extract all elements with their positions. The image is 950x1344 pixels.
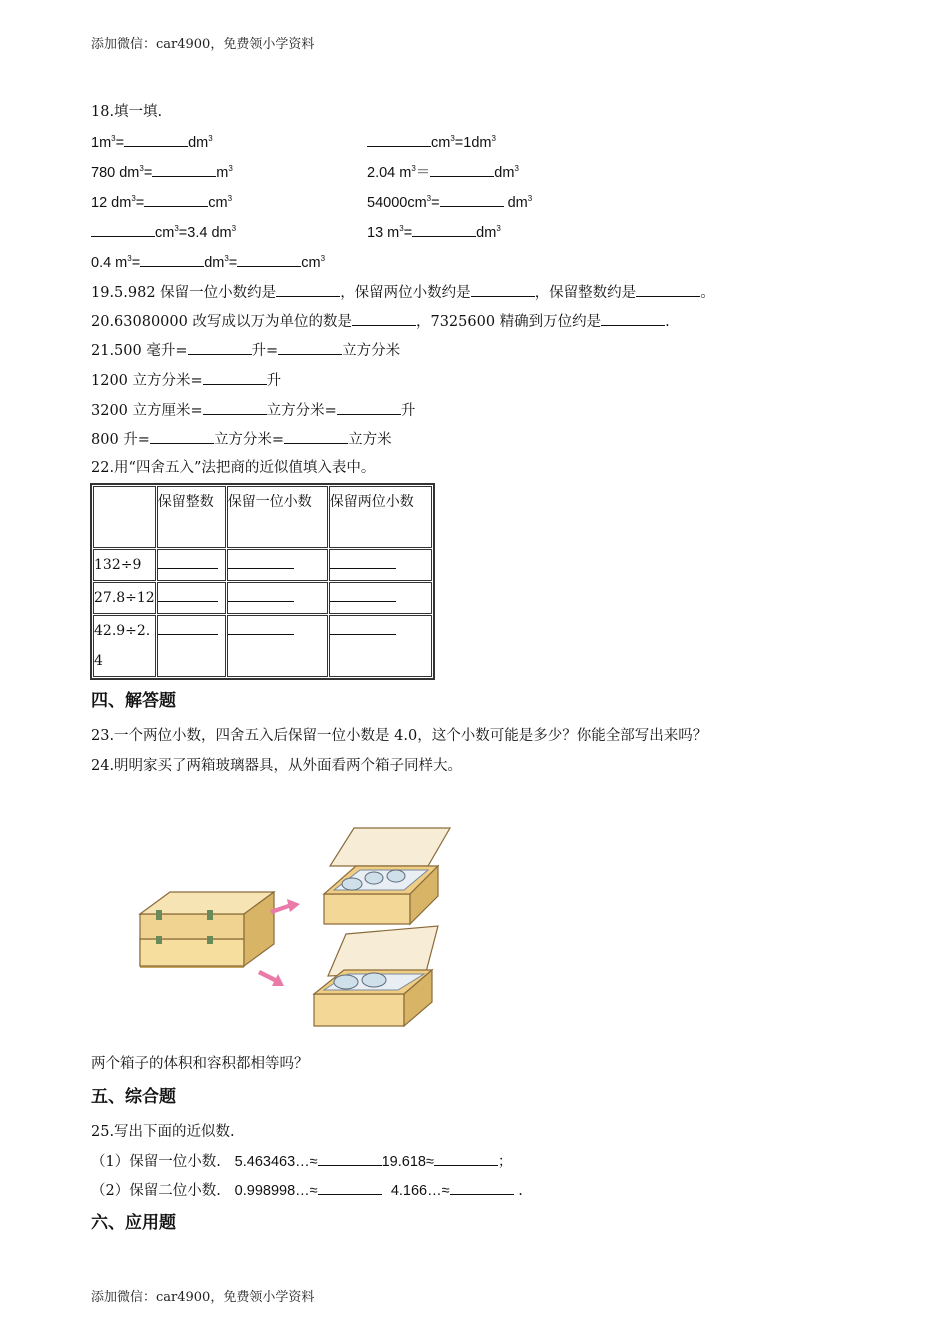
- boxes-illustration: [134, 826, 454, 1031]
- header-cell: [93, 486, 156, 548]
- closed-box-icon: [140, 892, 274, 968]
- q21-line2: 1200 立方分米= 升: [91, 370, 281, 391]
- q18-row2: 780 $dm^3= m^3$ 2.04 $m^3= dm^3$: [91, 162, 233, 183]
- table-row: [93, 549, 432, 581]
- table-header-row: [93, 486, 432, 548]
- blank: [144, 192, 208, 207]
- answer-cell[interactable]: [329, 582, 432, 614]
- q18-row3: 12 $dm^3= cm^3$ $54000cm^3= dm^3$: [91, 192, 232, 213]
- header-cell: 保留一位小数: [227, 486, 328, 548]
- blank: [601, 311, 665, 326]
- q21-line3: 3200 立方厘米= 立方分米= 升: [91, 400, 415, 421]
- blank: [318, 1151, 382, 1166]
- table-row: [93, 615, 432, 677]
- answer-cell[interactable]: [227, 615, 328, 677]
- blank: [318, 1180, 382, 1195]
- blank: [152, 162, 216, 177]
- q19: 19.5.982 保留一位小数约是 ，保留两位小数约是 ，保留整数约是 。: [91, 282, 715, 303]
- blank: [367, 132, 431, 147]
- answer-cell[interactable]: [227, 549, 328, 581]
- section-4-heading: 四、解答题: [91, 691, 176, 711]
- blank: [150, 429, 214, 444]
- footer-note: 添加微信：car4900，免费领小学资料: [91, 1290, 315, 1305]
- q24: 24.明明家买了两箱玻璃器具，从外面看两个箱子同样大。: [91, 758, 463, 774]
- q25-row1: （1）保留一位小数. 5.463463…≈ 19.618≈ ；: [91, 1151, 512, 1172]
- answer-cell[interactable]: [329, 549, 432, 581]
- q18-title: 18.填一填.: [91, 104, 163, 120]
- q20: 20.63080000 改写成以万为单位的数是 ，7325600 精确到万位约是 .: [91, 311, 670, 332]
- blank: [471, 282, 535, 297]
- row-label: 42.9÷2.4: [93, 615, 156, 677]
- q23: 23.一个两位小数，四舍五入后保留一位小数是 4.0，这个小数可能是多少？你能全部写出来吗？: [91, 728, 708, 744]
- blank: [450, 1180, 514, 1195]
- blank: [430, 162, 494, 177]
- answer-cell[interactable]: [329, 615, 432, 677]
- q18-row4: $cm^3=3.4$ $dm^3$ 13 $m^3= dm^3$: [91, 222, 236, 243]
- q22-title: 22.用“四舍五入”法把商的近似值填入表中。: [91, 460, 376, 476]
- q18-row5: 0.4 $m^3= dm^3= cm^3$: [91, 252, 325, 273]
- open-box-icon: [324, 828, 450, 924]
- q24-question: 两个箱子的体积和容积都相等吗？: [91, 1056, 309, 1072]
- blank: [91, 222, 155, 237]
- answer-cell[interactable]: [157, 615, 226, 677]
- blank: [203, 400, 267, 415]
- rounding-table: [90, 483, 435, 680]
- answer-cell[interactable]: [227, 582, 328, 614]
- table-row: [93, 582, 432, 614]
- answer-cell[interactable]: [157, 549, 226, 581]
- blank: [434, 1151, 498, 1166]
- q18-row1: $1m^3= dm^3$ $cm^3=1dm^3$: [91, 132, 213, 153]
- blank: [188, 340, 252, 355]
- blank: [352, 311, 416, 326]
- blank: [140, 252, 204, 267]
- header-cell: 保留整数: [157, 486, 226, 548]
- row-label: 132÷9: [93, 549, 156, 581]
- header-note: 添加微信：car4900，免费领小学资料: [91, 37, 315, 52]
- q25-row2: （2）保留二位小数. 0.998998…≈ 4.166…≈ .: [91, 1180, 523, 1201]
- open-box-icon: [314, 926, 438, 1026]
- blank: [440, 192, 504, 207]
- blank: [203, 370, 267, 385]
- header-cell: 保留两位小数: [329, 486, 432, 548]
- blank: [284, 429, 348, 444]
- blank: [636, 282, 700, 297]
- q21-line4: 800 升= 立方分米= 立方米: [91, 429, 392, 450]
- blank: [237, 252, 301, 267]
- answer-cell[interactable]: [157, 582, 226, 614]
- row-label: 27.8÷12: [93, 582, 156, 614]
- q21-line1: 21.500 毫升= 升= 立方分米: [91, 340, 400, 361]
- blank: [278, 340, 342, 355]
- blank: [276, 282, 340, 297]
- blank: [412, 222, 476, 237]
- blank: [337, 400, 401, 415]
- arrow-icon: [258, 970, 284, 986]
- section-5-heading: 五、综合题: [91, 1087, 176, 1107]
- q25-title: 25.写出下面的近似数.: [91, 1124, 235, 1140]
- section-6-heading: 六、应用题: [91, 1213, 176, 1233]
- blank: [124, 132, 188, 147]
